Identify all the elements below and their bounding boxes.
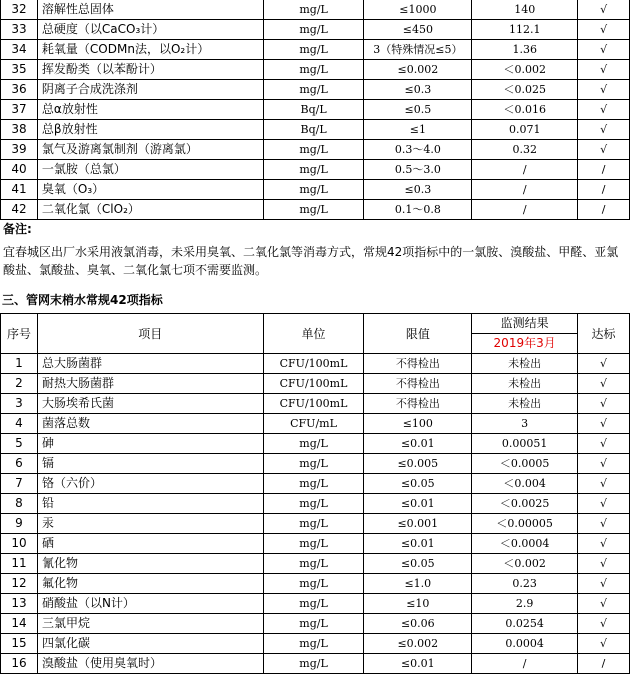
table-row xyxy=(1,654,630,674)
row-item: 耗氧量（CODMn法，以O₂计） xyxy=(37,40,263,60)
row-limit: ≤0.05 xyxy=(364,554,472,574)
row-mark: √ xyxy=(578,474,630,494)
table-row xyxy=(1,180,630,200)
row-result: 0.0004 xyxy=(472,634,578,654)
row-number: 36 xyxy=(1,80,38,100)
row-item: 氯气及游离氯制剂（游离氯） xyxy=(37,140,263,160)
row-unit: mg/L xyxy=(263,40,364,60)
row-limit: ≤1 xyxy=(364,120,472,140)
table-row xyxy=(1,634,630,654)
row-unit: mg/L xyxy=(263,514,364,534)
row-result: 3 xyxy=(472,414,578,434)
row-result: ＜0.002 xyxy=(472,554,578,574)
row-limit: ≤1000 xyxy=(364,0,472,20)
row-mark: √ xyxy=(578,394,630,414)
row-mark: √ xyxy=(578,414,630,434)
row-number: 13 xyxy=(1,594,38,614)
row-mark: / xyxy=(578,160,630,180)
table-row xyxy=(1,554,630,574)
row-result: / xyxy=(472,160,578,180)
row-result: ＜0.0005 xyxy=(472,454,578,474)
row-mark: √ xyxy=(578,20,630,40)
row-limit: 不得检出 xyxy=(364,354,472,374)
row-unit: mg/L xyxy=(263,614,364,634)
row-mark: √ xyxy=(578,140,630,160)
table-row xyxy=(1,120,630,140)
row-limit: ≤0.5 xyxy=(364,100,472,120)
row-mark: √ xyxy=(578,434,630,454)
row-item: 铬（六价） xyxy=(37,474,263,494)
row-number: 14 xyxy=(1,614,38,634)
row-result: / xyxy=(472,654,578,674)
row-result: ＜0.004 xyxy=(472,474,578,494)
header-limit: 限值 xyxy=(364,314,472,354)
row-number: 34 xyxy=(1,40,38,60)
row-mark: √ xyxy=(578,634,630,654)
row-item: 汞 xyxy=(37,514,263,534)
row-limit: ≤0.002 xyxy=(364,60,472,80)
row-unit: mg/L xyxy=(263,534,364,554)
table-row xyxy=(1,574,630,594)
row-result: ＜0.00005 xyxy=(472,514,578,534)
row-unit: mg/L xyxy=(263,80,364,100)
row-result: / xyxy=(472,180,578,200)
row-limit: ≤0.05 xyxy=(364,474,472,494)
row-result: 未检出 xyxy=(472,394,578,414)
row-mark: √ xyxy=(578,534,630,554)
row-unit: mg/L xyxy=(263,454,364,474)
row-result: / xyxy=(472,200,578,220)
row-limit: ≤0.01 xyxy=(364,654,472,674)
table-row xyxy=(1,494,630,514)
row-mark: √ xyxy=(578,494,630,514)
row-limit: ≤0.3 xyxy=(364,180,472,200)
row-item: 大肠埃希氏菌 xyxy=(37,394,263,414)
row-result: ＜0.002 xyxy=(472,60,578,80)
notes-label: 备注: xyxy=(3,222,32,236)
row-unit: mg/L xyxy=(263,20,364,40)
table-row xyxy=(1,594,630,614)
row-number: 6 xyxy=(1,454,38,474)
row-number: 12 xyxy=(1,574,38,594)
row-unit: Bq/L xyxy=(263,100,364,120)
row-unit: mg/L xyxy=(263,594,364,614)
row-mark: √ xyxy=(578,454,630,474)
table-row xyxy=(1,100,630,120)
row-limit: 0.1～0.8 xyxy=(364,200,472,220)
row-limit: ≤10 xyxy=(364,594,472,614)
row-result: 0.071 xyxy=(472,120,578,140)
row-result: ＜0.0025 xyxy=(472,494,578,514)
row-number: 3 xyxy=(1,394,38,414)
row-mark: √ xyxy=(578,80,630,100)
row-item: 总硬度（以CaCO₃计） xyxy=(37,20,263,40)
row-mark: √ xyxy=(578,374,630,394)
row-limit: ≤0.005 xyxy=(364,454,472,474)
row-mark: √ xyxy=(578,0,630,20)
row-number: 38 xyxy=(1,120,38,140)
row-number: 10 xyxy=(1,534,38,554)
row-number: 8 xyxy=(1,494,38,514)
row-item: 二氧化氯（ClO₂） xyxy=(37,200,263,220)
row-result: 0.00051 xyxy=(472,434,578,454)
table-row xyxy=(1,40,630,60)
row-number: 11 xyxy=(1,554,38,574)
row-number: 41 xyxy=(1,180,38,200)
row-unit: CFU/100mL xyxy=(263,394,364,414)
row-unit: mg/L xyxy=(263,474,364,494)
table-row xyxy=(1,374,630,394)
row-number: 7 xyxy=(1,474,38,494)
row-unit: mg/L xyxy=(263,60,364,80)
row-item: 阴离子合成洗涤剂 xyxy=(37,80,263,100)
table-header-row xyxy=(1,314,630,354)
row-item: 溴酸盐（使用臭氧时） xyxy=(37,654,263,674)
row-number: 40 xyxy=(1,160,38,180)
row-result: 0.23 xyxy=(472,574,578,594)
header-item: 项目 xyxy=(37,314,263,354)
row-result: ＜0.016 xyxy=(472,100,578,120)
table-row xyxy=(1,394,630,414)
row-limit: ≤0.002 xyxy=(364,634,472,654)
row-unit: Bq/L xyxy=(263,120,364,140)
row-item: 氰化物 xyxy=(37,554,263,574)
row-limit: 不得检出 xyxy=(364,394,472,414)
table-row xyxy=(1,474,630,494)
network-indicator-table xyxy=(0,313,630,674)
row-limit: ≤0.01 xyxy=(364,534,472,554)
row-mark: / xyxy=(578,654,630,674)
row-mark: / xyxy=(578,200,630,220)
top-table-body xyxy=(1,0,630,220)
row-number: 15 xyxy=(1,634,38,654)
row-limit: 3（特殊情况≤5） xyxy=(364,40,472,60)
row-mark: √ xyxy=(578,100,630,120)
row-result: 未检出 xyxy=(472,354,578,374)
row-item: 硝酸盐（以N计） xyxy=(37,594,263,614)
row-mark: √ xyxy=(578,40,630,60)
row-number: 39 xyxy=(1,140,38,160)
table-row xyxy=(1,454,630,474)
row-limit: ≤0.01 xyxy=(364,494,472,514)
row-mark: √ xyxy=(578,614,630,634)
row-item: 镉 xyxy=(37,454,263,474)
row-item: 臭氧（O₃） xyxy=(37,180,263,200)
header-unit: 单位 xyxy=(263,314,364,354)
table-row xyxy=(1,514,630,534)
table-row xyxy=(1,534,630,554)
row-result: 112.1 xyxy=(472,20,578,40)
row-item: 溶解性总固体 xyxy=(37,0,263,20)
row-mark: √ xyxy=(578,594,630,614)
section-title: 三、管网末梢水常规42项指标 xyxy=(2,293,163,307)
row-result: ＜0.0004 xyxy=(472,534,578,554)
row-item: 总大肠菌群 xyxy=(37,354,263,374)
row-result: 140 xyxy=(472,0,578,20)
row-limit: 0.3～4.0 xyxy=(364,140,472,160)
row-limit: ≤0.06 xyxy=(364,614,472,634)
row-item: 一氯胺（总氯） xyxy=(37,160,263,180)
row-limit: ≤0.001 xyxy=(364,514,472,534)
row-unit: mg/L xyxy=(263,654,364,674)
table-row xyxy=(1,20,630,40)
row-item: 菌落总数 xyxy=(37,414,263,434)
table-row xyxy=(1,614,630,634)
row-unit: mg/L xyxy=(263,494,364,514)
notes-text: 宜春城区出厂水采用液氯消毒，未采用臭氧、二氧化氯等消毒方式，常规42项指标中的一氯胺、溴酸盐、甲醛、亚氯酸盐、氯酸盐、臭氧、二氧化氯七项不需要监测。 xyxy=(3,245,619,277)
row-unit: mg/L xyxy=(263,0,364,20)
header-mark: 达标 xyxy=(578,314,630,354)
row-item: 三氯甲烷 xyxy=(37,614,263,634)
row-number: 1 xyxy=(1,354,38,374)
row-unit: mg/L xyxy=(263,634,364,654)
row-number: 4 xyxy=(1,414,38,434)
row-item: 铅 xyxy=(37,494,263,514)
row-item: 砷 xyxy=(37,434,263,454)
row-number: 9 xyxy=(1,514,38,534)
row-mark: √ xyxy=(578,514,630,534)
table-row xyxy=(1,160,630,180)
row-number: 33 xyxy=(1,20,38,40)
row-limit: ≤1.0 xyxy=(364,574,472,594)
row-result: 0.0254 xyxy=(472,614,578,634)
row-unit: mg/L xyxy=(263,434,364,454)
row-unit: mg/L xyxy=(263,180,364,200)
row-mark: √ xyxy=(578,354,630,374)
table-row xyxy=(1,80,630,100)
row-unit: mg/L xyxy=(263,554,364,574)
table-row xyxy=(1,354,630,374)
row-item: 氟化物 xyxy=(37,574,263,594)
row-item: 硒 xyxy=(37,534,263,554)
row-item: 耐热大肠菌群 xyxy=(37,374,263,394)
row-limit: ≤450 xyxy=(364,20,472,40)
table-row xyxy=(1,414,630,434)
row-limit: 0.5～3.0 xyxy=(364,160,472,180)
row-unit: mg/L xyxy=(263,140,364,160)
table-row xyxy=(1,200,630,220)
row-unit: CFU/100mL xyxy=(263,354,364,374)
table-row xyxy=(1,60,630,80)
row-unit: mg/L xyxy=(263,160,364,180)
top-indicator-table xyxy=(0,0,630,220)
row-limit: ≤0.3 xyxy=(364,80,472,100)
row-limit: ≤100 xyxy=(364,414,472,434)
row-number: 16 xyxy=(1,654,38,674)
network-table-body xyxy=(1,354,630,674)
header-no: 序号 xyxy=(1,314,38,354)
row-item: 四氯化碳 xyxy=(37,634,263,654)
table-row xyxy=(1,434,630,454)
row-limit: ≤0.01 xyxy=(364,434,472,454)
row-result: 1.36 xyxy=(472,40,578,60)
row-number: 5 xyxy=(1,434,38,454)
table-row xyxy=(1,0,630,20)
header-result-label: 监测结果 xyxy=(500,316,549,330)
row-mark: √ xyxy=(578,60,630,80)
row-number: 32 xyxy=(1,0,38,20)
row-number: 2 xyxy=(1,374,38,394)
row-number: 35 xyxy=(1,60,38,80)
header-result xyxy=(472,314,578,354)
row-result: 2.9 xyxy=(472,594,578,614)
row-limit: 不得检出 xyxy=(364,374,472,394)
table-row xyxy=(1,140,630,160)
row-item: 挥发酚类（以苯酚计） xyxy=(37,60,263,80)
row-unit: mg/L xyxy=(263,200,364,220)
row-number: 42 xyxy=(1,200,38,220)
row-mark: / xyxy=(578,180,630,200)
row-result: 0.32 xyxy=(472,140,578,160)
row-mark: √ xyxy=(578,120,630,140)
row-result: 未检出 xyxy=(472,374,578,394)
row-unit: CFU/100mL xyxy=(263,374,364,394)
row-result: ＜0.025 xyxy=(472,80,578,100)
row-number: 37 xyxy=(1,100,38,120)
row-item: 总α放射性 xyxy=(37,100,263,120)
row-unit: CFU/mL xyxy=(263,414,364,434)
row-mark: √ xyxy=(578,554,630,574)
row-unit: mg/L xyxy=(263,574,364,594)
row-mark: √ xyxy=(578,574,630,594)
header-result-date: 2019年3月 xyxy=(472,333,577,353)
row-item: 总β放射性 xyxy=(37,120,263,140)
